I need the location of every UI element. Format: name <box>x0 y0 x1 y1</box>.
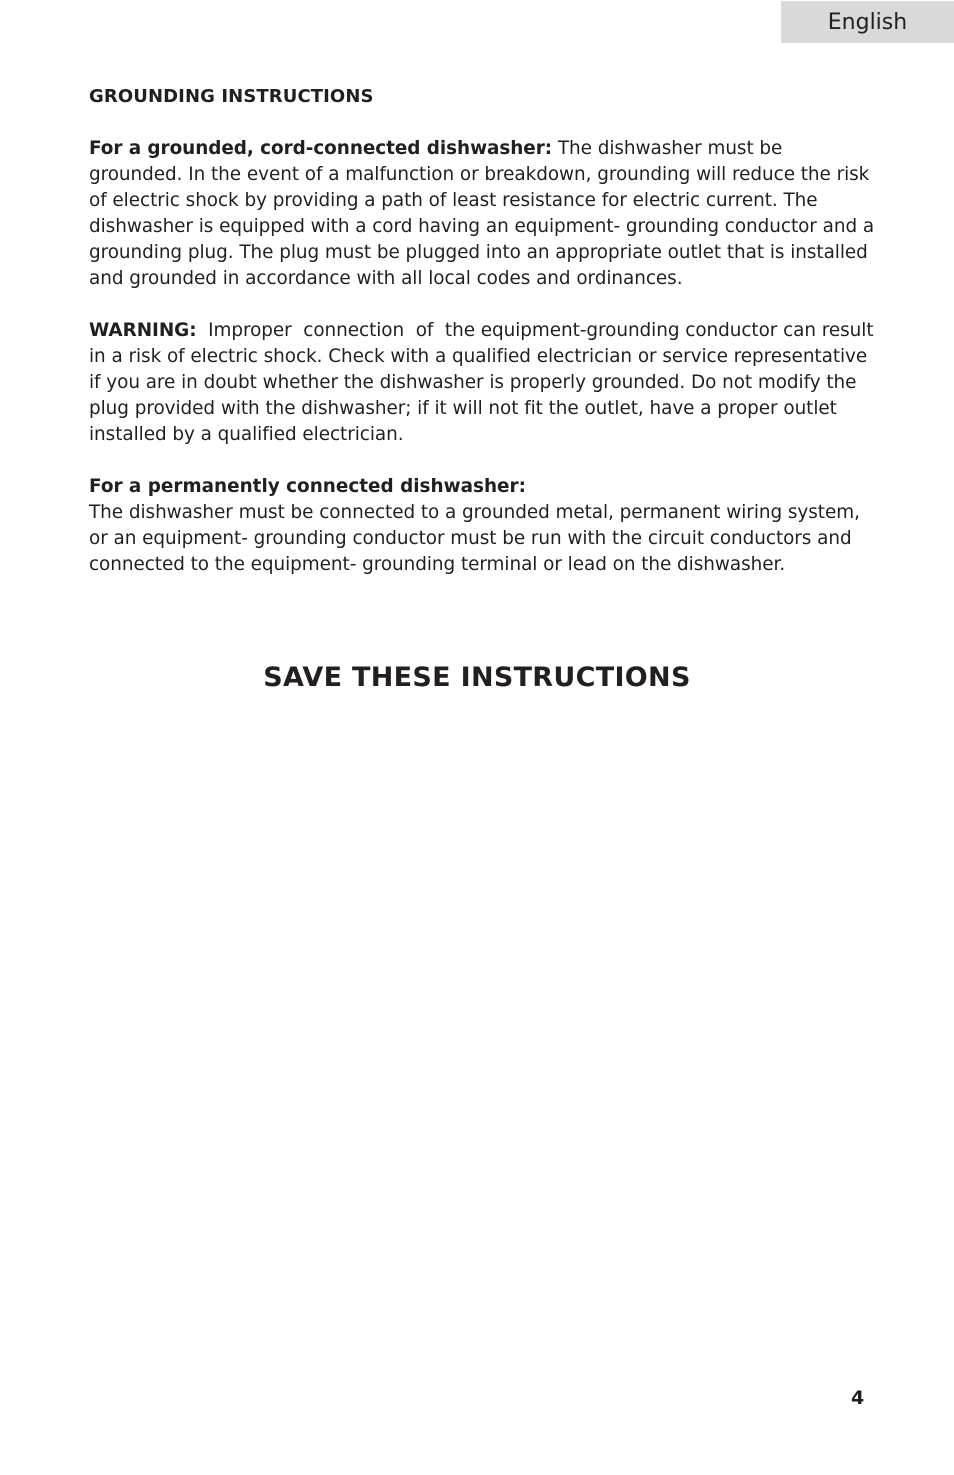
permanent-connection-body: The dishwasher must be connected to a grounded metal, permanent wiring system, or an equipment- grounding conductor must be run with the circuit conductors and connected to the equipment- grounding terminal or lead on the dishwasher. <box>89 502 860 575</box>
grounded-cord-lead: For a grounded, cord-connected dishwasher: <box>89 138 553 159</box>
page-number: 4 <box>851 1387 865 1409</box>
save-instructions-heading: SAVE THESE INSTRUCTIONS <box>263 662 691 693</box>
warning-lead: WARNING: <box>89 320 197 341</box>
grounded-cord-paragraph <box>89 136 879 292</box>
permanent-connection-heading: For a permanently connected dishwasher: <box>89 476 526 497</box>
language-tab <box>781 1 954 43</box>
grounding-instructions-section <box>89 84 879 604</box>
section-title: GROUNDING INSTRUCTIONS <box>89 86 374 107</box>
language-tab-label: English <box>827 9 908 35</box>
warning-body: Improper connection of the equipment-grounding conductor can result in a risk of electric shock. Check with a qualified electrician or service representative if you are in doubt whether the dishwasher is properly grounded. Do not modify the plug provided with the dishwasher; if it will not fit the outlet, have a proper outlet installed by a qualified electrician. <box>89 320 880 445</box>
grounded-cord-body: The dishwasher must be grounded. In the event of a malfunction or breakdown, grounding will reduce the risk of electric shock by providing a path of least resistance for electric current. The dishwasher is equipped with a cord having an equipment- grounding conductor and a grounding plug. The plug must be plugged into an appropriate outlet that is installed and grounded in accordance with all local codes and ordinances. <box>89 138 875 289</box>
warning-paragraph <box>89 318 879 448</box>
